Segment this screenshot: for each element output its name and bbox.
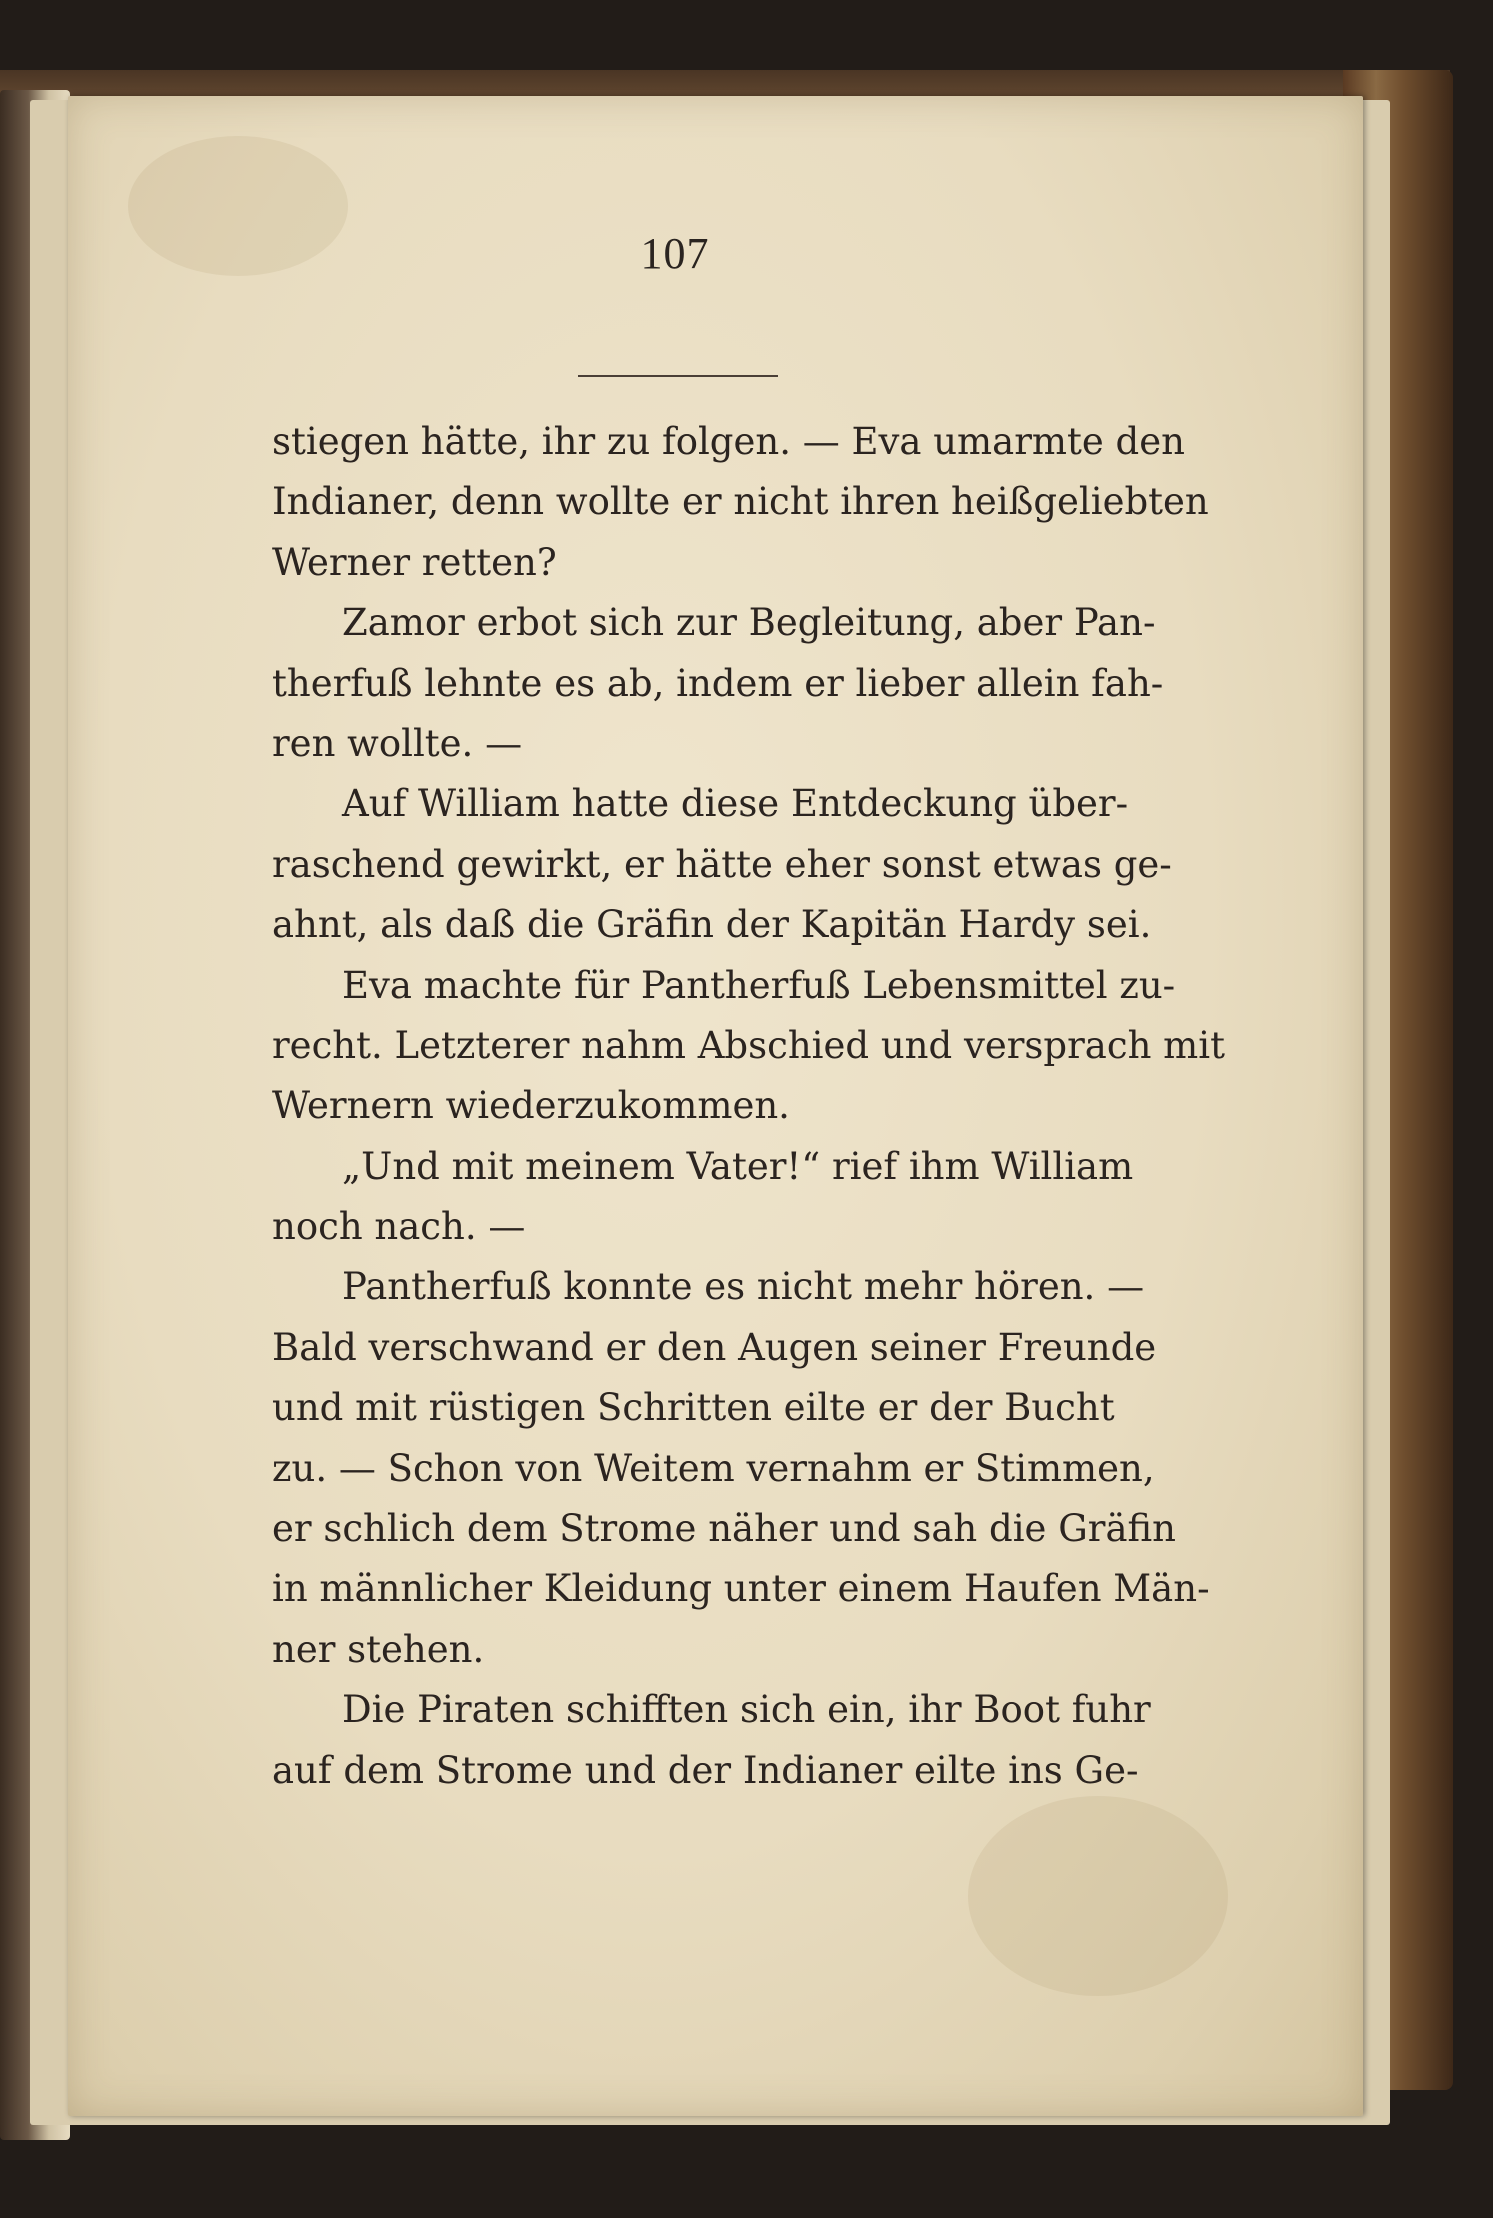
text-line: noch nach. —: [272, 1205, 526, 1249]
text-line: Pantherfuß konnte es nicht mehr hören. —: [342, 1265, 1145, 1309]
text-line: raschend gewirkt, er hätte eher sonst etwas ge-: [272, 842, 1172, 886]
text-line: Auf William hatte diese Entdeckung über-: [342, 782, 1129, 826]
text-line: Bald verschwand er den Augen seiner Freunde: [272, 1325, 1157, 1369]
paper-stain: [968, 1796, 1228, 1996]
page-body-text: [272, 412, 1225, 1801]
text-line: ahnt, als daß die Gräfin der Kapitän Hardy sei.: [272, 903, 1152, 947]
text-line: ner stehen.: [272, 1627, 485, 1671]
text-line: Werner retten?: [272, 540, 557, 584]
text-line: recht. Letzterer nahm Abschied und versprach mit: [272, 1023, 1225, 1067]
paper-stain: [128, 136, 348, 276]
text-line: Indianer, denn wollte er nicht ihren heißgeliebten: [272, 480, 1209, 524]
text-line: zu. — Schon von Weitem vernahm er Stimmen,: [272, 1446, 1155, 1490]
text-line: ren wollte. —: [272, 721, 523, 765]
text-line: Zamor erbot sich zur Begleitung, aber Pan-: [342, 601, 1156, 645]
text-line: Die Piraten schifften sich ein, ihr Boot fuhr: [342, 1688, 1151, 1732]
text-line: Eva machte für Pantherfuß Lebensmittel zu-: [342, 963, 1176, 1007]
text-line: stiegen hätte, ihr zu folgen. — Eva umarmte den: [272, 420, 1185, 463]
text-line: therfuß lehnte es ab, indem er lieber allein fah-: [272, 661, 1164, 705]
text-line: in männlicher Kleidung unter einem Haufen Män-: [272, 1567, 1210, 1611]
header-rule: [578, 375, 778, 377]
text-line: „Und mit meinem Vater!“ rief ihm William: [342, 1144, 1134, 1188]
text-line: er schlich dem Strome näher und sah die Gräfin: [272, 1507, 1177, 1551]
page-number: 107: [640, 229, 710, 278]
text-line: Wernern wiederzukommen.: [272, 1084, 790, 1128]
text-line: und mit rüstigen Schritten eilte er der Bucht: [272, 1386, 1115, 1430]
text-line: auf dem Strome und der Indianer eilte ins Ge-: [272, 1748, 1139, 1792]
